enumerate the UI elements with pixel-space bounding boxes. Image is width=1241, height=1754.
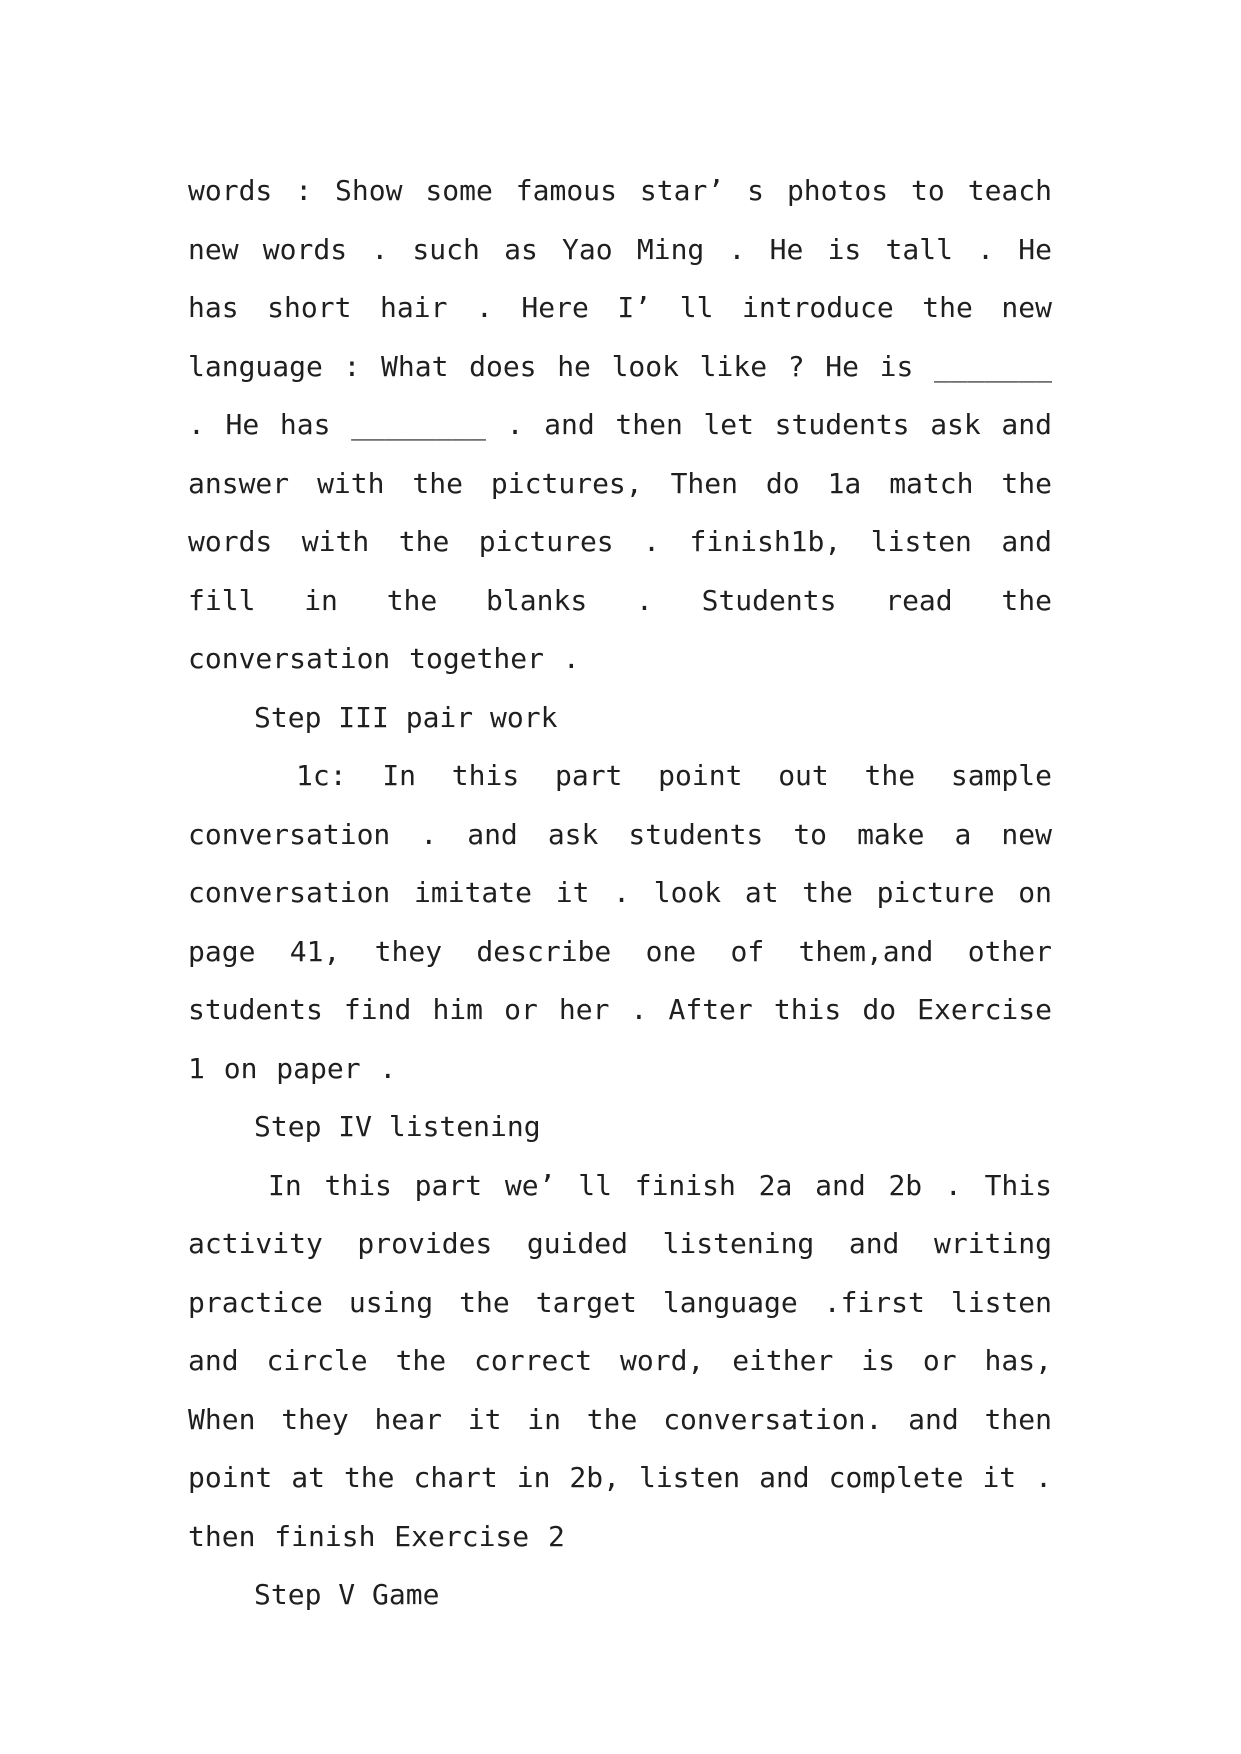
step-heading-pair-work: Step III pair work <box>254 700 558 734</box>
document-body <box>188 162 1052 1625</box>
paragraph-vocabulary: words : Show some famous star’ s photos to teach new words . such as Yao Ming . He is tall . He has short hair . Here I’ ll introduce the new language : What does he look like ? He is _______ . He has ________ . and then let students ask and answer with the pictures, Then do 1a match the words with the pictures . finish1b, listen and fill in the blanks . Students read the conversation together . <box>188 174 1052 675</box>
paragraph-listening: In this part we’ ll finish 2a and 2b . This activity provides guided listening and writing practice using the target language .first listen and circle the correct word, either is or has, When they hear it in the conversation. and then point at the chart in 2b, listen and complete it . then finish Exercise 2 <box>188 1168 1052 1553</box>
step-heading-listening: Step IV listening <box>254 1110 541 1143</box>
paragraph-pair-work: 1c: In this part point out the sample conversation . and ask students to make a new conversation imitate it . look at the picture on page 41, they describe one of them,and other students find him or her . After this do Exercise 1 on paper . <box>188 759 1052 1085</box>
step-heading-game: Step V Game <box>254 1578 440 1611</box>
